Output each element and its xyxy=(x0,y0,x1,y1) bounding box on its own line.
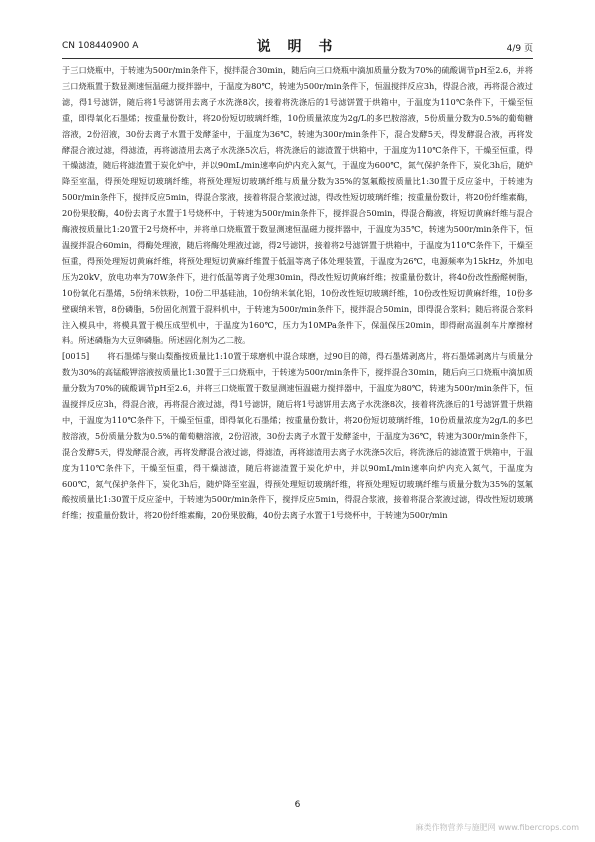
paragraph-0015 xyxy=(62,349,533,524)
paragraph-continued: 于三口烧瓶中，于转速为500r/min条件下，搅拌混合30min，随后向三口烧瓶中滴加质量分数为70%的硫酸调节pH至2.6，并将三口烧瓶置于数显测速恒温磁力搅拌器中，于温度为80℃，转速为500r/min条件下，恒温搅拌反应3h，得混合液，再将混合液过滤，得1号滤饼，随后将1号滤饼用去离子水洗涤8次，接着将洗涤后的1号滤饼置于烘箱中，于温度为110℃条件下，干燥至恒重，即得氧化石墨烯；按重量份数计，将20份短切玻璃纤维，10份质量浓度为2g/L的多巴胺溶液，5份质量分数为0.5%的葡萄糖溶液，2份沼液，30份去离子水置于发酵釜中，于温度为36℃，转速为300r/min条件下，混合发酵5天，得发酵混合液，再将发酵混合液过滤，得滤渣，再将滤渣用去离子水洗涤5次后，将洗涤后的滤渣置于烘箱中，于温度为110℃条件下，干燥至恒重，得干燥滤渣，随后将滤渣置于炭化炉中，并以90mL/min速率向炉内充入氮气，于温度为600℃，氮气保护条件下，炭化3h后，随炉降至室温，得预处理短切玻璃纤维，将预处理短切玻璃纤维与质量分数为35%的氢氟酸按质量比1:30置于反应釜中，于转速为500r/min条件下，搅拌反应5min，得混合浆液，接着将混合浆液过滤，得改性短切玻璃纤维；按重量份数计，将20份纤维素酶，20份果胶酶，40份去离子水置于1号烧杯中，于转速为500r/min条件下，搅拌混合50min，得混合酶液，将短切黄麻纤维与混合酶液按质量比1:20置于2号烧杯中，并将单口烧瓶置于数显测速恒温磁力搅拌器中，于温度为35℃，转速为500r/min条件下，恒温搅拌混合60min，得酶处理液，随后将酶处理液过滤，得2号滤饼，接着将2号滤饼置于烘箱中，于温度为110℃条件下，干燥至恒重，得预处理短切黄麻纤维，将预处理短切黄麻纤维置于低温等离子体处理装置，于温度为26℃，电源频率为15kHz，外加电压为20kV，放电功率为70W条件下，进行低温等离子处理30min，得改性短切黄麻纤维；按重量份数计，将40份改性酚醛树脂，10份氧化石墨烯，5份纳米铁粉，10份二甲基硅油，10份纳米氧化铝，10份改性短切玻璃纤维，10份改性短切黄麻纤维，10份多壁碳纳米管，8份磷脂，5份固化剂置于混料机中，于转速为500r/min条件下，搅拌混合50min，即得混合浆料；随后将混合浆料注入模具中，将模具置于模压成型机中，于温度为160℃，压力为10MPa条件下，保温保压20min，即得耐高温刹车片摩擦材料。所述磷脂为大豆卵磷脂。所述固化剂为乙二胺。 xyxy=(62,65,533,346)
paragraph-text: 将石墨烯与聚山梨酯按质量比1:10置于球磨机中混合球磨，过90目的筛，得石墨烯剥离片，将石墨烯剥离片与质量分数为30%的高锰酸钾溶液按质量比1:30置于三口烧瓶中，于转速为500r/min条件下，搅拌混合30min，随后向三口烧瓶中滴加质量分数为70%的硫酸调节pH至2.6，并将三口烧瓶置于数显测速恒温磁力搅拌器中，于温度为80℃，转速为500r/min条件下，恒温搅拌反应3h，得混合液，再将混合液过滤，得1号滤饼，随后将1号滤饼用去离子水洗涤8次，接着将洗涤后的1号滤饼置于烘箱中，于温度为110℃条件下，干燥至恒重，即得氧化石墨烯；按重量份数计，将20份短切玻璃纤维，10份质量浓度为2g/L的多巴胺溶液，5份质量分数为0.5%的葡萄糖溶液，2份沼液，30份去离子水置于发酵釜中，于温度为36℃，转速为300r/min条件下，混合发酵5天，得发酵混合液，再将发酵混合液过滤，得滤渣，再将滤渣用去离子水洗涤5次后，将洗涤后的滤渣置于烘箱中，于温度为110℃条件下，干燥至恒重，得干燥滤渣，随后将滤渣置于炭化炉中，并以90mL/min速率向炉内充入氮气，于温度为600℃，氮气保护条件下，炭化3h后，随炉降至室温，得预处理短切玻璃纤维，将预处理短切玻璃纤维与质量分数为35%的氢氟酸按质量比1:30置于反应釜中，于转速为500r/min条件下，搅拌反应5min，得混合浆液，接着将混合浆液过滤，得改性短切玻璃纤维；按重量份数计，将20份纤维素酶，20份果胶酶，40份去离子水置于1号烧杯中，于转速为500r/min xyxy=(62,351,533,521)
publication-number: CN 108440900 A xyxy=(62,41,139,51)
document-title: 说 明 书 xyxy=(256,39,339,55)
page-header xyxy=(62,36,533,56)
watermark: 麻类作物营养与施肥网 www.fibercrops.com xyxy=(415,823,579,832)
header-rule xyxy=(62,58,533,59)
document-body xyxy=(62,63,533,785)
page-info: 4/9 页 xyxy=(506,44,533,54)
paragraph-number: [0015] xyxy=(62,351,90,362)
page-number: 6 xyxy=(294,800,301,810)
